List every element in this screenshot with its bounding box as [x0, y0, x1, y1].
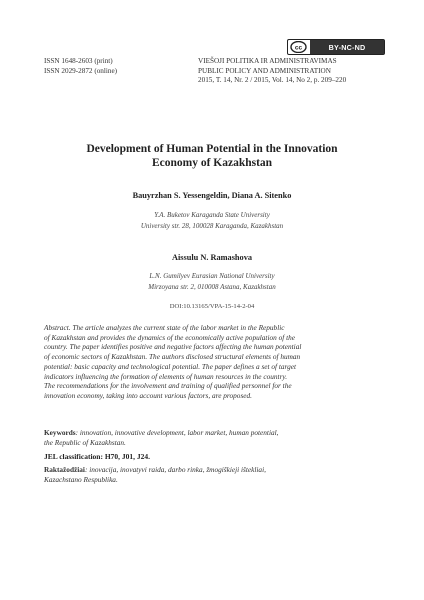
- author-names: Aissulu N. Ramashova: [172, 253, 252, 262]
- paper-title: [40, 142, 384, 170]
- svg-text:cc: cc: [294, 44, 303, 52]
- abstract-line: of economic sectors of Kazakhstan. The authors disclosed structural elements of human: [44, 352, 301, 362]
- keywords-label: Keywords: [44, 428, 76, 437]
- affiliation-line: L.N. Gumilyev Eurasian National University: [149, 272, 275, 280]
- journal-name-en: PUBLIC POLICY AND ADMINISTRATION: [198, 66, 331, 75]
- abstract-line: potential: basic capacity and technological potential. The paper defines a set of target: [44, 361, 297, 371]
- jel-classification: JEL classification: H70, J01, J24.: [44, 452, 151, 461]
- journal-volume: 2015, T. 14, Nr. 2 / 2015, Vol. 14, No 2, p. 209–220: [198, 76, 347, 84]
- abstract-line: of Kazakhstan and provides the dynamics of the economically active population of the: [44, 332, 296, 342]
- issn-print: ISSN 1648-2603 (print): [44, 57, 113, 65]
- cc-logo-icon: [289, 41, 308, 53]
- keywords: [44, 428, 382, 448]
- issn-online: ISSN 2029-2872 (online): [44, 66, 118, 75]
- title-line: Economy of Kazakhstan: [151, 157, 273, 169]
- doi: DOI:10.13165/VPA-15-14-2-04: [169, 303, 255, 310]
- license-label: BY-NC-ND: [310, 40, 384, 54]
- issn-block: [44, 57, 117, 76]
- abstract-line: The recommendations for the involvement and training of qualified personnel for the: [44, 381, 292, 391]
- abstract: [44, 323, 382, 401]
- raktazodziai: [44, 465, 382, 485]
- author-names: Bauyrzhan S. Yessengeldin, Diana A. Sitenko: [132, 191, 292, 200]
- author-affiliation: [40, 210, 384, 231]
- raktazodziai-label: Raktažodžiai: [44, 465, 85, 474]
- keywords-text: : innovation, innovative development, labor market, human potential,: [75, 428, 279, 437]
- title-line: Development of Human Potential in the Innovation: [86, 143, 338, 155]
- journal-name-lt: VIEŠOJI POLITIKA IR ADMINISTRAVIMAS: [198, 57, 337, 65]
- abstract-line: The article analyzes the current state of the labor market in the Republic: [72, 323, 285, 332]
- journal-info: [198, 57, 346, 86]
- abstract-label: Abstract.: [44, 323, 71, 332]
- raktazodziai-text: : inovacija, inovatyvi raida, darbo rinka, žmogiškieji ištekliai,: [84, 465, 266, 474]
- abstract-line: country. The paper identifies positive and negative factors affecting the human potential: [44, 342, 302, 352]
- raktazodziai-text: Kazachstano Respublika.: [44, 475, 118, 484]
- affiliation-line: Y.A. Buketov Karaganda State University: [154, 211, 270, 219]
- author-affiliation: [40, 271, 384, 292]
- abstract-line: indicators influencing the formation of elements of human resources in the country.: [44, 371, 288, 381]
- abstract-line: innovation economy, taking into account various factors, are proposed.: [44, 390, 252, 400]
- cc-license-badge: [287, 39, 385, 55]
- keywords-text: the Republic of Kazakhstan.: [44, 438, 126, 447]
- affiliation-line: Mirzoyana str. 2, 010008 Astana, Kazakhstan: [148, 282, 276, 291]
- affiliation-line: University str. 28, 100028 Karaganda, Kazakhstan: [140, 221, 284, 230]
